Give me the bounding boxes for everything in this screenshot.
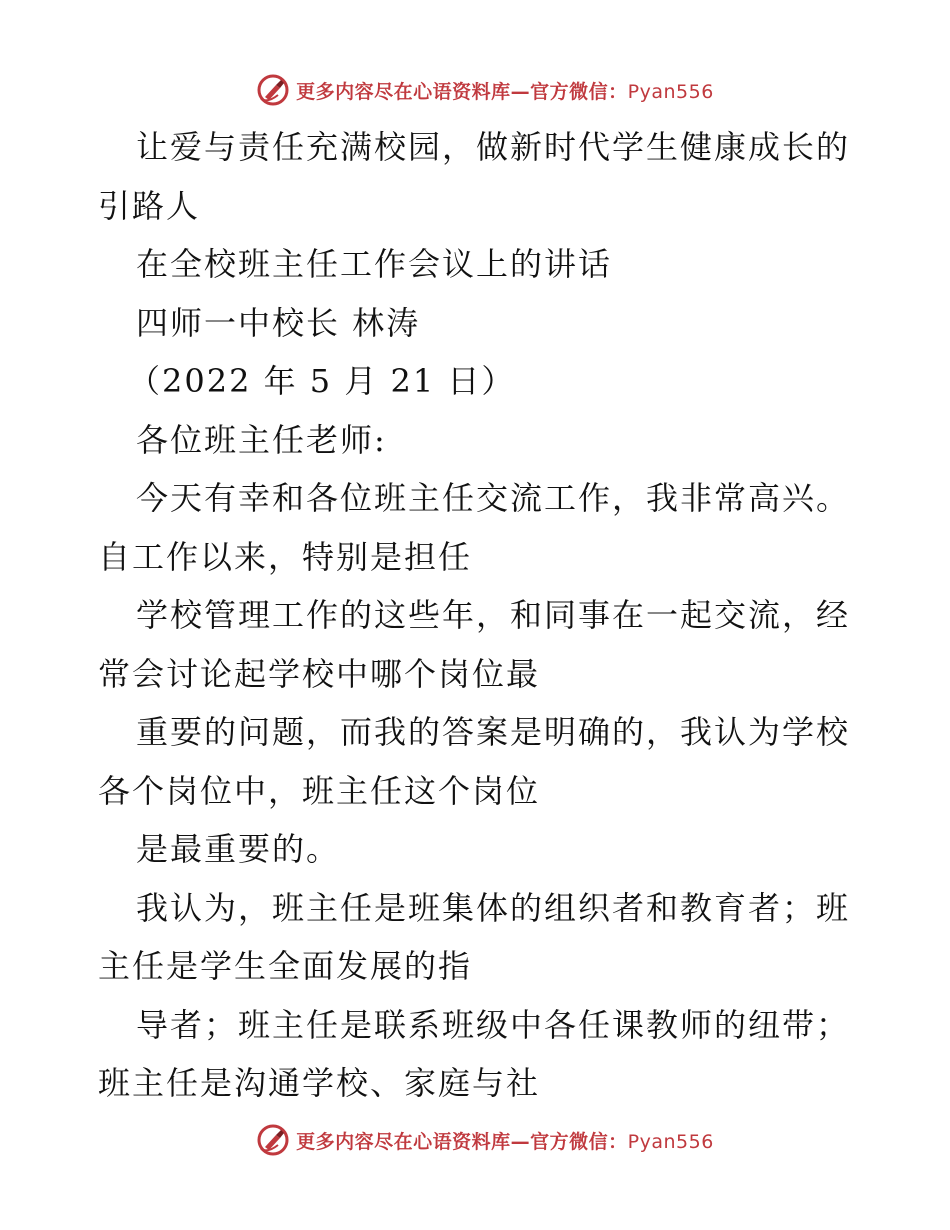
paragraph-line: 今天有幸和各位班主任交流工作，我非常高兴。 xyxy=(136,479,851,517)
paragraph-line: 学校管理工作的这些年，和同事在一起交流，经 xyxy=(136,596,851,634)
paragraph-line: 自工作以来，特别是担任 xyxy=(98,537,473,576)
date-line: （2022 年 5 月 21 日） xyxy=(128,362,516,400)
paragraph-line: 我认为，班主任是班集体的组织者和教育者；班 xyxy=(136,888,851,927)
header-banner xyxy=(0,70,950,110)
banner-text: 更多内容尽在心语资料库—官方微信：Pyan556 xyxy=(296,80,714,103)
paragraph-line: 是最重要的。 xyxy=(136,830,341,868)
paragraph-line: 常会讨论起学校中哪个岗位最 xyxy=(98,654,541,693)
document-body xyxy=(98,118,858,1113)
title-line-2: 引路人 xyxy=(98,186,201,225)
paragraph-line: 主任是学生全面发展的指 xyxy=(98,947,473,985)
salutation: 各位班主任老师: xyxy=(136,420,387,459)
paragraph-line: 班主任是沟通学校、家庭与社 xyxy=(98,1064,541,1102)
footer-banner xyxy=(0,1120,950,1160)
banner-text: 更多内容尽在心语资料库—官方微信：Pyan556 xyxy=(296,1130,714,1153)
paragraph-line: 各个岗位中，班主任这个岗位 xyxy=(98,771,541,810)
pen-logo-icon xyxy=(256,1123,290,1157)
title-line-1: 让爱与责任充满校园，做新时代学生健康成长的 xyxy=(136,128,851,166)
pen-logo-icon xyxy=(256,73,290,107)
subtitle: 在全校班主任工作会议上的讲话 xyxy=(136,245,613,283)
wechat-handle: Pyan556 xyxy=(627,1130,714,1153)
paragraph-line: 导者；班主任是联系班级中各任课教师的纽带； xyxy=(136,1005,851,1044)
wechat-handle: Pyan556 xyxy=(627,80,714,103)
author-line: 四师一中校长 林涛 xyxy=(136,303,421,342)
paragraph-line: 重要的问题，而我的答案是明确的，我认为学校 xyxy=(136,713,851,751)
